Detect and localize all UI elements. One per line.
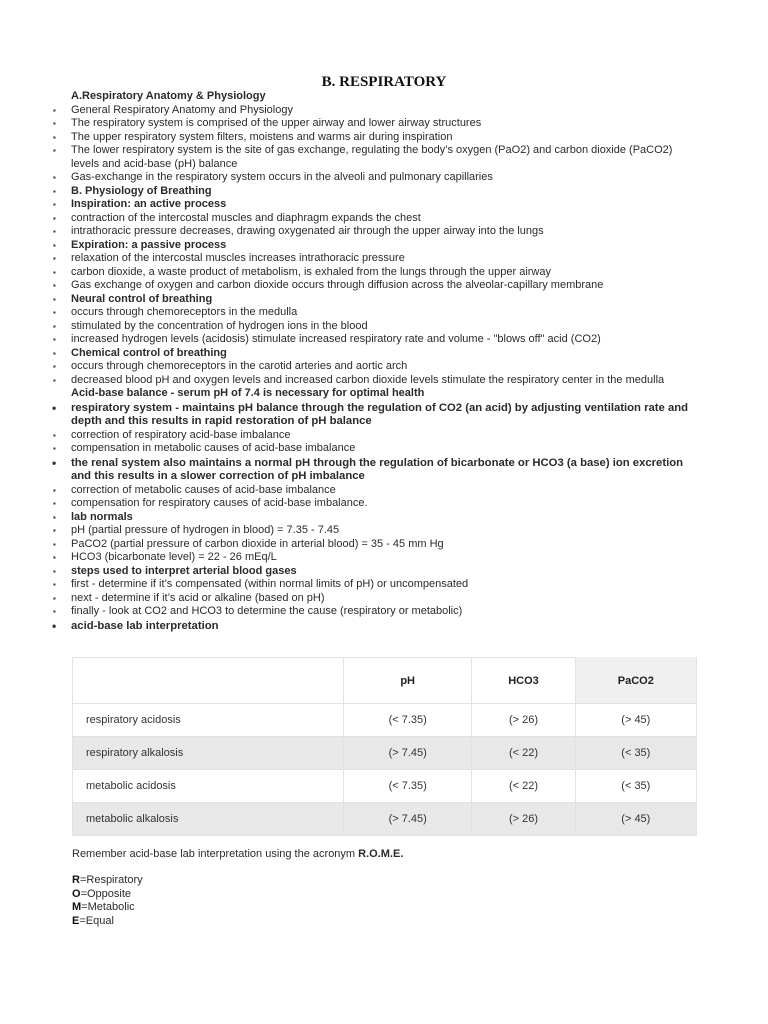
note-text: compensation for respiratory causes of acid-base imbalance.: [71, 497, 368, 509]
note-text: decreased blood pH and oxygen levels and increased carbon dioxide levels stimulate the respiratory center in the medulla: [71, 373, 665, 386]
bullet-icon: •: [52, 455, 57, 470]
note-text: carbon dioxide, a waste product of metabolism, is exhaled from the lungs through the upper airway: [71, 265, 551, 278]
bullet-icon: ▪: [53, 553, 56, 562]
bullet-icon: ▪: [53, 200, 56, 209]
bullet-icon: ▪: [53, 321, 56, 331]
rome-letter: E: [72, 914, 80, 927]
note-text: pH (partial pressure of hydrogen in blood) = 7.35 - 7.45: [71, 524, 340, 536]
note-text: correction of metabolic causes of acid-base imbalance: [71, 483, 336, 496]
note-text: stimulated by the concentration of hydrogen ions in the blood: [71, 319, 368, 332]
rome-intro: [72, 848, 403, 860]
note-text: relaxation of the intercostal muscles increases intrathoracic pressure: [71, 252, 405, 264]
rome-letter: O: [72, 887, 81, 900]
note-item: [52, 605, 702, 619]
note-text: steps used to interpret arterial blood gases: [71, 564, 297, 577]
bullet-icon: ▪: [53, 254, 56, 263]
rome-word: =Equal: [79, 914, 114, 927]
table-cell: metabolic alkalosis: [73, 803, 344, 836]
note-item: [52, 538, 702, 552]
note-item: [52, 117, 702, 131]
note-item: [52, 429, 702, 443]
table-cell: (< 35): [575, 770, 696, 803]
rome-intro-text: Remember acid-base lab interpretation using the acronym: [72, 848, 359, 860]
table-row: [73, 737, 697, 770]
note-item: [52, 306, 702, 320]
note-item: [52, 198, 702, 212]
bullet-icon: ▪: [53, 105, 56, 115]
bullet-icon: ▪: [53, 362, 56, 371]
note-text: next - determine if it’s acid or alkaline (based on pH): [71, 591, 325, 604]
note-item: [52, 212, 702, 226]
note-item: [52, 104, 702, 118]
note-text: PaCO2 (partial pressure of carbon dioxide in arterial blood) = 35 - 45 mm Hg: [71, 537, 444, 550]
bullet-icon: ▪: [53, 444, 56, 453]
note-text: Inspiration: an active process: [71, 198, 227, 210]
note-item: [52, 347, 702, 361]
bullet-icon: ▪: [53, 485, 56, 495]
notes-list: [52, 90, 702, 633]
note-item: [52, 320, 702, 334]
note-item: [52, 524, 702, 538]
note-item: [52, 551, 702, 565]
table-cell: (< 7.35): [344, 704, 472, 737]
table-cell: (> 7.45): [344, 737, 472, 770]
note-item: [52, 225, 702, 239]
note-item: [52, 387, 702, 401]
bullet-icon: •: [52, 400, 57, 415]
rome-word: =Metabolic: [81, 901, 135, 914]
table-cell: metabolic acidosis: [73, 770, 344, 803]
note-text: occurs through chemoreceptors in the carotid arteries and aortic arch: [71, 360, 408, 372]
note-text: The upper respiratory system filters, moistens and warms air during inspiration: [71, 130, 453, 143]
rome-letter: M: [72, 901, 82, 914]
note-text: intrathoracic pressure decreases, drawing oxygenated air through the upper airway into the lungs: [71, 225, 544, 237]
table-cell: (> 26): [472, 803, 575, 836]
note-item: [52, 266, 702, 280]
bullet-icon: ▪: [53, 186, 56, 196]
note-text: Gas-exchange in the respiratory system occurs in the alveoli and pulmonary capillaries: [71, 171, 493, 183]
note-item: [52, 592, 702, 606]
note-item: [52, 279, 702, 293]
note-text: HCO3 (bicarbonate level) = 22 - 26 mEq/L: [71, 551, 277, 563]
note-item: [52, 252, 702, 266]
bullet-icon: ▪: [53, 146, 56, 155]
note-text: correction of respiratory acid-base imbalance: [71, 428, 291, 441]
rome-acronym: R.O.M.E.: [358, 848, 404, 860]
rome-word: =Respiratory: [79, 874, 143, 886]
note-item: [52, 620, 702, 634]
table-row: [73, 803, 697, 836]
note-item: [52, 374, 702, 388]
table-cell: (< 22): [472, 737, 575, 770]
note-item: [52, 185, 702, 199]
table-cell: respiratory alkalosis: [73, 737, 344, 770]
note-text: Neural control of breathing: [71, 292, 213, 305]
note-text: compensation in metabolic causes of acid-base imbalance: [71, 442, 356, 454]
acid-base-table: [72, 657, 697, 836]
bullet-icon: ▪: [53, 512, 56, 522]
note-item: [52, 131, 702, 145]
note-text: Expiration: a passive process: [71, 238, 227, 251]
table-header-cell: pH: [344, 658, 472, 704]
note-text: General Respiratory Anatomy and Physiology: [71, 103, 293, 116]
bullet-icon: ▪: [53, 526, 56, 535]
rome-list: [72, 874, 143, 928]
note-text: Acid-base balance - serum pH of 7.4 is necessary for optimal health: [71, 387, 425, 399]
rome-item: [72, 901, 143, 915]
bullet-icon: ▪: [53, 607, 56, 616]
table-header-row: [73, 658, 697, 704]
note-text: the renal system also maintains a normal pH through the regulation of bicarbonate or HCO3 (a base) ion excretion and this results in a slower correction of pH imbalance: [71, 456, 684, 482]
table-row: [73, 704, 697, 737]
note-text: A.Respiratory Anatomy & Physiology: [71, 90, 266, 102]
note-item: [52, 497, 702, 511]
bullet-icon: •: [52, 618, 57, 633]
note-item: [52, 333, 702, 347]
table-header-cell: HCO3: [472, 658, 575, 704]
note-item: [52, 402, 702, 429]
bullet-icon: ▪: [53, 335, 56, 344]
bullet-icon: ▪: [53, 119, 56, 128]
rome-item: [72, 874, 143, 888]
bullet-icon: ▪: [53, 348, 56, 358]
bullet-icon: ▪: [53, 580, 56, 589]
page-title: B. RESPIRATORY: [321, 74, 447, 90]
note-text: Chemical control of breathing: [71, 346, 227, 359]
note-item: [52, 144, 702, 171]
bullet-icon: ▪: [53, 499, 56, 508]
note-text: respiratory system - maintains pH balance through the regulation of CO2 (an acid) by adjusting ventilation rate and depth and this results in rapid restoration of pH balance: [71, 401, 689, 427]
bullet-icon: ▪: [53, 308, 56, 317]
note-text: finally - look at CO2 and HCO3 to determine the cause (respiratory or metabolic): [71, 605, 463, 617]
note-text: The respiratory system is comprised of the upper airway and lower airway structures: [71, 117, 482, 129]
bullet-icon: ▪: [53, 267, 56, 277]
table-cell: (< 7.35): [344, 770, 472, 803]
table-cell: (> 7.45): [344, 803, 472, 836]
note-item: [52, 442, 702, 456]
note-text: The lower respiratory system is the site of gas exchange, regulating the body’s oxygen (PaO2) and carbon dioxide (PaCO2) levels and acid-base (pH) balance: [71, 144, 673, 170]
table-cell: (< 35): [575, 737, 696, 770]
bullet-icon: ▪: [53, 566, 56, 576]
note-text: Gas exchange of oxygen and carbon dioxide occurs through diffusion across the alveolar-capillary membrane: [71, 279, 604, 291]
note-text: first - determine if it’s compensated (within normal limits of pH) or uncompensated: [71, 578, 469, 590]
rome-item: [72, 915, 143, 929]
note-text: B. Physiology of Breathing: [71, 184, 212, 197]
table-cell: respiratory acidosis: [73, 704, 344, 737]
note-item: [52, 484, 702, 498]
table-cell: (> 26): [472, 704, 575, 737]
table-header-cell: PaCO2: [575, 658, 696, 704]
bullet-icon: ▪: [53, 430, 56, 440]
bullet-icon: ▪: [53, 132, 56, 142]
bullet-icon: ▪: [53, 294, 56, 304]
note-item: [52, 360, 702, 374]
table-header-cell: [73, 658, 344, 704]
table-cell: (> 45): [575, 704, 696, 737]
bullet-icon: ▪: [53, 240, 56, 250]
bullet-icon: ▪: [53, 281, 56, 290]
bullet-icon: ▪: [53, 539, 56, 549]
rome-item: [72, 888, 143, 902]
note-text: increased hydrogen levels (acidosis) stimulate increased respiratory rate and volume - "blows off" acid (CO2): [71, 333, 601, 345]
table-cell: (> 45): [575, 803, 696, 836]
note-text: contraction of the intercostal muscles and diaphragm expands the chest: [71, 211, 421, 224]
note-item: [52, 171, 702, 185]
note-text: acid-base lab interpretation: [71, 619, 219, 632]
bullet-icon: ▪: [53, 227, 56, 236]
note-item: [52, 90, 702, 104]
note-item: [52, 565, 702, 579]
bullet-icon: ▪: [53, 173, 56, 182]
note-item: [52, 578, 702, 592]
note-text: lab normals: [71, 510, 133, 523]
bullet-icon: ▪: [53, 213, 56, 223]
note-item: [52, 293, 702, 307]
note-item: [52, 457, 702, 484]
rome-letter: R: [72, 874, 80, 886]
bullet-icon: ▪: [53, 375, 56, 385]
bullet-icon: ▪: [53, 593, 56, 603]
note-item: [52, 239, 702, 253]
table-row: [73, 770, 697, 803]
note-text: occurs through chemoreceptors in the medulla: [71, 306, 298, 318]
table-cell: (< 22): [472, 770, 575, 803]
rome-word: =Opposite: [80, 887, 132, 900]
note-item: [52, 511, 702, 525]
